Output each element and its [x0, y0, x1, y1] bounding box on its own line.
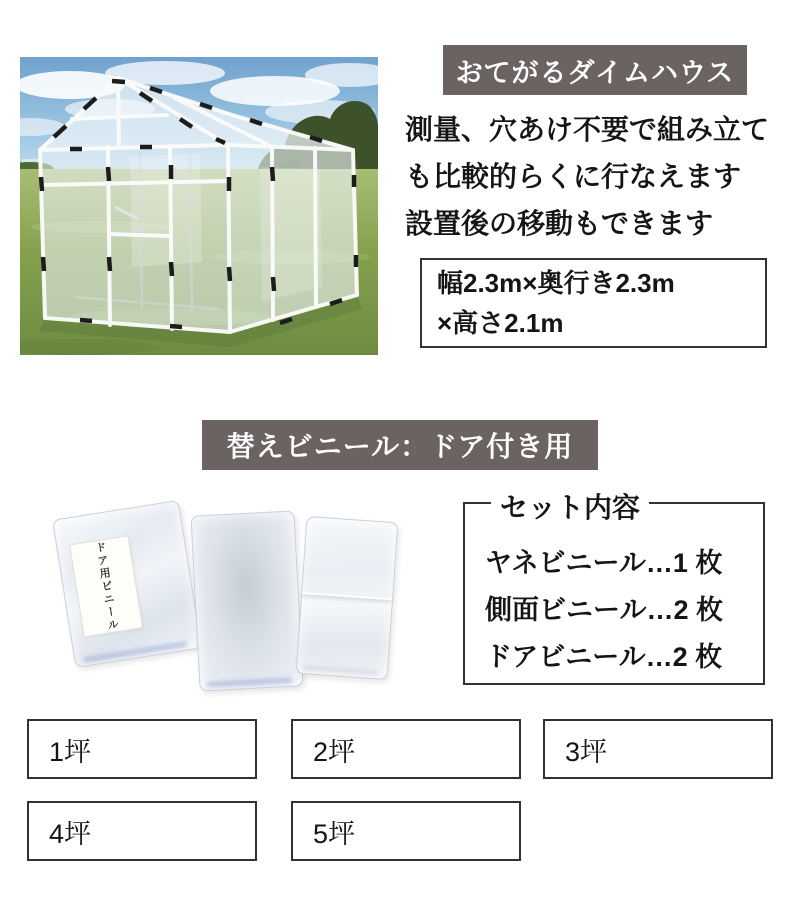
description-line: 設置後の移動もできます: [405, 208, 714, 239]
replacement-vinyl-badge: [202, 420, 598, 470]
set-contents-legend: セット内容: [491, 486, 649, 526]
vinyl-package-roof: [296, 516, 399, 680]
dimensions-box: [420, 258, 767, 348]
size-option-4tsubo[interactable]: [27, 801, 257, 861]
vinyl-packages-photo: [55, 495, 455, 700]
set-item-roof-vinyl: ヤネビニール…1 枚: [485, 548, 723, 578]
greenhouse-photo: [20, 57, 378, 355]
dimensions-line: ×高さ2.1m: [437, 308, 564, 338]
set-item-door-vinyl: ドアビニール…2 枚: [485, 642, 723, 672]
replacement-vinyl-title: 替えビニール：ドア付き用: [226, 431, 574, 462]
package-label: ドア用ビニール: [69, 535, 143, 637]
size-option-label: 1坪: [49, 736, 92, 767]
size-option-label: 4坪: [49, 818, 92, 849]
set-contents-list: [465, 504, 763, 681]
greenhouse-scene: [20, 57, 378, 355]
size-option-3tsubo[interactable]: [543, 719, 773, 779]
size-option-5tsubo[interactable]: [291, 801, 521, 861]
description-line: も比較的らくに行なえます: [405, 161, 742, 192]
size-option-label: 2坪: [313, 736, 356, 767]
vinyl-package-door: [52, 500, 202, 668]
description-line: 測量、穴あけ不要で組み立て: [405, 114, 770, 145]
set-contents-box: [463, 492, 765, 685]
size-option-label: 5坪: [313, 818, 356, 849]
bag-fold: [302, 592, 392, 600]
size-option-1tsubo[interactable]: [27, 719, 257, 779]
set-item-side-vinyl: 側面ビニール…2 枚: [485, 595, 723, 625]
product-title: おてがるダイムハウス: [455, 57, 735, 88]
dimensions-line: 幅2.3m×奥行き2.3m: [437, 268, 675, 298]
vinyl-package-side: [190, 510, 303, 691]
size-option-label: 3坪: [565, 736, 608, 767]
product-description: [405, 106, 797, 247]
product-title-badge: [443, 45, 747, 95]
size-option-2tsubo[interactable]: [291, 719, 521, 779]
